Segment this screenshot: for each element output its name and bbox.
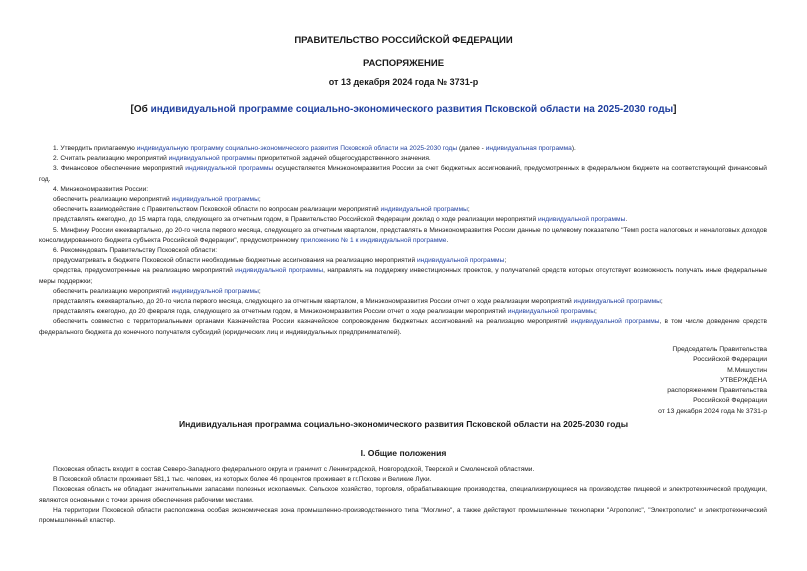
doc-type-heading: РАСПОРЯЖЕНИЕ bbox=[362, 58, 445, 69]
order-paragraph bbox=[39, 144, 767, 154]
paragraph-text: представлять ежегодно, до 15 марта года, следующего за отчетным годом, в Правительство Российской Федерации доклад о ходе реализации мероприятий bbox=[53, 216, 538, 224]
order-paragraph bbox=[39, 154, 767, 164]
paragraph-text: осуществляется Минэкономразвития России за счет бюджетных ассигнований, предусмотренных в федеральном бюджете на соответствующий финансовый год. bbox=[39, 165, 767, 183]
signature-line: Российской Федерации bbox=[693, 397, 767, 405]
order-paragraph bbox=[39, 215, 767, 225]
order-paragraph bbox=[39, 287, 767, 297]
program-link[interactable]: индивидуальной программы bbox=[185, 165, 274, 173]
paragraph-text: предусматривать в бюджете Псковской области необходимые бюджетные ассигнования на реализацию мероприятий bbox=[53, 257, 417, 265]
paragraph-text: , в том числе доведение средств федерального бюджета до конечного получателя субсидий (юридических лиц и индивидуальных предпринимателей). bbox=[39, 318, 767, 336]
title-link[interactable]: индивидуальной программе социально-экономического развития Псковской области на 2025-2030 годы bbox=[150, 104, 674, 115]
paragraph-text: представлять ежегодно, до 20 февраля года, следующего за отчетным годом, в Минэкономразвития России отчет о ходе реализации мероприятий bbox=[53, 308, 508, 316]
paragraph-text: ; bbox=[504, 257, 507, 265]
signature-line: распоряжением Правительства bbox=[667, 387, 767, 395]
section-paragraph: Псковская область не обладает значительными запасами полезных ископаемых. Сельское хозяйство, торговля, обрабатывающие производства, специализирующиеся на производстве пищевой и электротехнической продукции, являются основными с точки зрения обеспечения рабочими местами. bbox=[39, 486, 767, 504]
section-paragraph: В Псковской области проживает 581,1 тыс. человек, из которых более 46 процентов проживает в гг.Пскове и Великие Луки. bbox=[53, 476, 432, 484]
paragraph-text: ; bbox=[595, 308, 597, 316]
program-link[interactable]: индивидуальной программы bbox=[171, 196, 259, 204]
order-paragraph bbox=[39, 266, 767, 286]
paragraph-text: ). bbox=[571, 145, 576, 152]
order-paragraph bbox=[39, 164, 767, 184]
paragraph-text: представлять ежеквартально, до 20-го числа первого месяца, следующего за отчетным кварталом, в Минэкономразвития России отчет о ходе реализации мероприятий bbox=[53, 298, 574, 306]
paragraph-text: 3. Финансовое обеспечение мероприятий bbox=[53, 165, 186, 173]
signature-line: М.Мишустин bbox=[727, 366, 767, 374]
paragraph-text: 4. Минэкономразвития России: bbox=[53, 185, 149, 193]
paragraph-text: ; bbox=[258, 287, 261, 295]
paragraph-text: 1. Утвердить прилагаемую bbox=[53, 145, 137, 152]
order-paragraph bbox=[39, 195, 767, 205]
order-paragraph bbox=[39, 256, 767, 266]
program-link[interactable]: индивидуальной программы bbox=[235, 267, 324, 275]
program-link[interactable]: индивидуальной программы bbox=[507, 308, 596, 316]
program-link[interactable]: индивидуальной программы bbox=[570, 318, 660, 326]
paragraph-text: ; bbox=[467, 206, 470, 214]
paragraph-text: обеспечить совместно с территориальными органами Казначейства России казначейское сопровождение бюджетных ассигнований на реализацию мероприятий bbox=[53, 318, 571, 326]
section-body bbox=[39, 465, 767, 526]
signature-line: Председатель Правительства bbox=[672, 346, 767, 353]
paragraph-text: . bbox=[446, 236, 449, 244]
program-link[interactable]: индивидуальной программы bbox=[171, 287, 259, 295]
program-link[interactable]: индивидуальной программы bbox=[573, 298, 661, 306]
order-paragraph bbox=[39, 246, 767, 256]
paragraph-text: обеспечить реализацию мероприятий bbox=[53, 287, 172, 295]
signature-line: от 13 декабря 2024 года № 3731-р bbox=[658, 407, 767, 415]
program-link[interactable]: индивидуальной программы bbox=[537, 216, 626, 224]
paragraph-text: обеспечить реализацию мероприятий bbox=[53, 196, 172, 204]
paragraph-text: средства, предусмотренные на реализацию мероприятий bbox=[53, 267, 236, 275]
paragraph-text: приоритетной задачей общегосударственного значения. bbox=[255, 155, 431, 163]
section-paragraph: На территории Псковской области расположена особая экономическая зона промышленно-производственного типа "Моглино", а также действуют промышленные технопарки "Агрополис", "Электрополис" и электротехнический промышленный кластер. bbox=[39, 506, 767, 525]
title-bracket-close: ] bbox=[673, 104, 677, 115]
paragraph-text: , направлять на поддержку инвестиционных проектов, у получателей средств которых отсутствует возможность получать иные федеральные меры поддержки; bbox=[39, 267, 767, 285]
program-link[interactable]: индивидуальную программу социально-экономического развития Псковской области на 2025-2030 годы bbox=[136, 145, 458, 152]
order-paragraph bbox=[39, 226, 767, 246]
program-link[interactable]: индивидуальной программы bbox=[416, 257, 505, 265]
paragraph-text: 5. Минфину России ежеквартально, до 20-го числа первого месяца, следующего за отчетным кварталом, представлять в Минэкономразвития России данные по целевому показателю "Темп роста налоговых и неналоговых доходов консолидированного бюджета субъекта Российской Федерации", предусмотренному bbox=[39, 226, 767, 244]
signature-line: УТВЕРЖДЕНА bbox=[720, 376, 767, 384]
paragraph-text: 6. Рекомендовать Правительству Псковской области: bbox=[53, 247, 218, 255]
order-paragraph bbox=[39, 185, 767, 195]
date-number: от 13 декабря 2024 года № 3731-р bbox=[328, 77, 479, 87]
paragraph-text: . bbox=[625, 216, 628, 224]
order-body bbox=[39, 144, 767, 338]
order-paragraph bbox=[39, 297, 767, 307]
program-link[interactable]: индивидуальной программы bbox=[380, 206, 468, 214]
paragraph-text: ; bbox=[660, 298, 663, 306]
section-paragraph: Псковская область входит в состав Северо-Западного федерального округа и граничит с Ленинградской, Новгородской, Тверской и Смоленской областями. bbox=[53, 466, 535, 473]
paragraph-text: (далее - bbox=[457, 145, 486, 152]
order-paragraph bbox=[39, 205, 767, 215]
order-paragraph bbox=[39, 317, 767, 337]
program-link[interactable]: приложению № 1 к индивидуальной программе bbox=[300, 236, 447, 244]
signature-line: Российской Федерации bbox=[693, 356, 767, 364]
government-heading: ПРАВИТЕЛЬСТВО РОССИЙСКОЙ ФЕДЕРАЦИИ bbox=[294, 35, 513, 46]
paragraph-text: 2. Считать реализацию мероприятий bbox=[53, 155, 169, 163]
section-title: I. Общие положения bbox=[360, 448, 447, 458]
program-title: Индивидуальная программа социально-экономического развития Псковской области на 2025-2030 годы bbox=[178, 419, 629, 429]
order-paragraph bbox=[39, 307, 767, 317]
program-link[interactable]: индивидуальной программы bbox=[168, 155, 256, 163]
title-bracket-open: [Об bbox=[130, 104, 151, 115]
document-title bbox=[0, 104, 807, 115]
paragraph-text: обеспечить взаимодействие с Правительством Псковской области по вопросам реализации мероприятий bbox=[53, 206, 381, 214]
paragraph-text: ; bbox=[258, 196, 261, 204]
signature-block bbox=[547, 345, 767, 417]
program-link[interactable]: индивидуальная программа bbox=[485, 145, 572, 152]
